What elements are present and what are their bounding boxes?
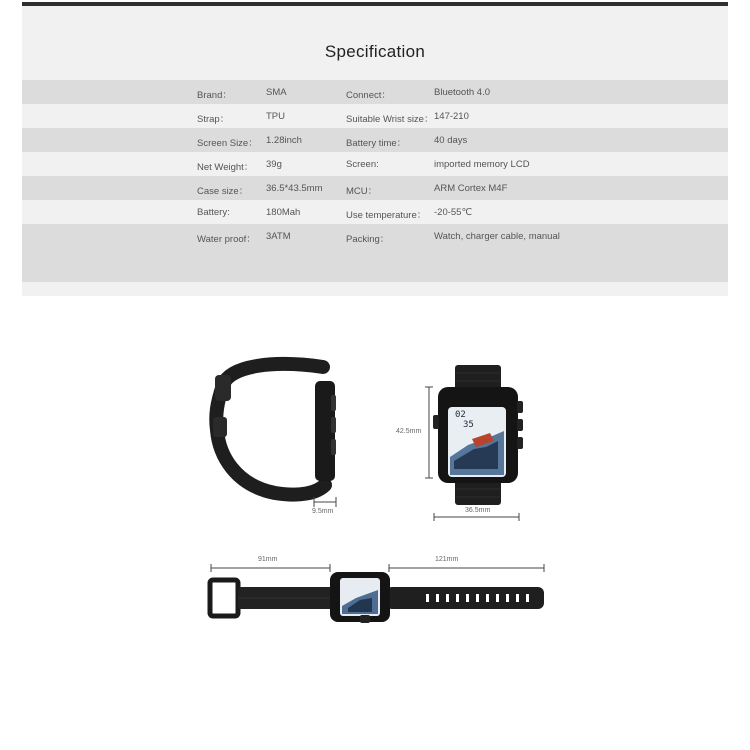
spec-value: 40 days — [434, 135, 468, 146]
spec-key: Packing： — [346, 234, 390, 245]
watch-front-view — [428, 365, 528, 505]
spec-key: Brand： — [197, 90, 232, 101]
spec-value: SMA — [266, 87, 287, 98]
spec-value: 147-210 — [434, 111, 469, 122]
spec-key: Net Weight： — [197, 162, 254, 173]
watch-flat-strap-view — [208, 570, 548, 625]
spec-value: 1.28inch — [266, 135, 302, 146]
spec-title: Specification — [324, 42, 426, 61]
spec-key: Case size： — [197, 186, 249, 197]
spec-value: ARM Cortex M4F — [434, 183, 508, 194]
thickness-label: 9.5mm — [312, 508, 334, 515]
strap-long-label: 121mm — [435, 556, 459, 563]
spec-value: Bluetooth 4.0 — [434, 87, 490, 98]
spec-key: Water proof： — [197, 234, 256, 245]
spec-row — [22, 176, 728, 200]
width-label: 36.5mm — [465, 507, 491, 514]
height-label: 42.5mm — [396, 428, 422, 435]
spec-row — [22, 128, 728, 152]
strap-short-label: 91mm — [258, 556, 278, 563]
spec-row — [22, 152, 728, 176]
spec-key: Screen: — [346, 159, 379, 170]
spec-value: TPU — [266, 111, 285, 122]
spec-row — [22, 224, 728, 248]
spec-key: Use temperature： — [346, 210, 427, 221]
watch-hour: 02 — [455, 410, 466, 420]
spec-key: MCU： — [346, 186, 378, 197]
spec-row — [22, 200, 728, 224]
thickness-dimension-line — [312, 496, 338, 508]
spec-value: 39g — [266, 159, 282, 170]
watch-time-display — [455, 410, 474, 430]
spec-key: Screen Size： — [197, 138, 258, 149]
watch-side-view — [205, 355, 345, 515]
spec-value: imported memory LCD — [434, 159, 530, 170]
spec-value: 180Mah — [266, 207, 301, 218]
spec-key: Battery time： — [346, 138, 407, 149]
spec-row — [22, 104, 728, 128]
watch-minute: 35 — [463, 420, 474, 430]
spec-key: Strap： — [197, 114, 230, 125]
spec-value: 36.5*43.5mm — [266, 183, 323, 194]
spec-key: Connect： — [346, 90, 391, 101]
spec-row — [22, 80, 728, 104]
spec-table-footer — [22, 248, 728, 282]
spec-key: Suitable Wrist size： — [346, 114, 434, 125]
spec-table — [22, 80, 728, 282]
spec-value: -20-55℃ — [434, 207, 473, 218]
height-dimension-line — [424, 385, 434, 480]
specification-panel — [22, 6, 728, 296]
spec-value: 3ATM — [266, 231, 291, 242]
spec-key: Battery: — [197, 207, 230, 218]
spec-value: Watch, charger cable, manual — [434, 231, 560, 242]
